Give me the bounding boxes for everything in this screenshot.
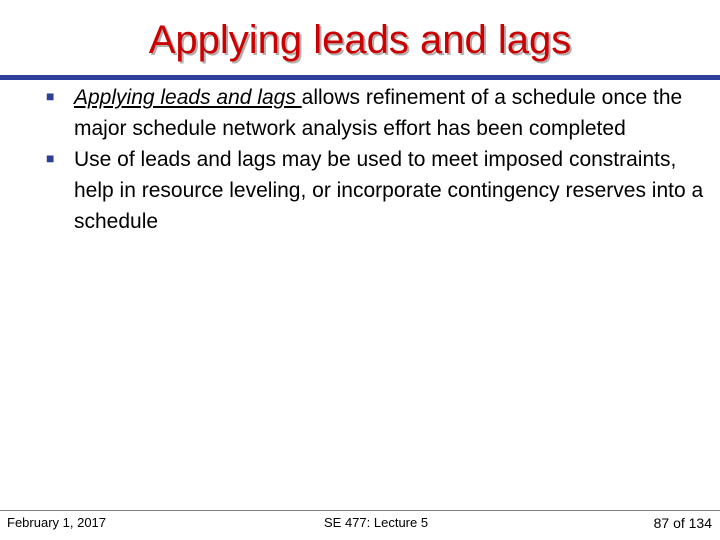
footer-divider: [0, 510, 720, 511]
footer-date: February 1, 2017: [7, 515, 107, 530]
bullet-item: [46, 144, 706, 237]
bullet-list: [46, 82, 706, 237]
bullet-emphasis: Applying leads and lags: [74, 86, 302, 109]
footer-course-label: SE 477: Lecture 5: [324, 515, 429, 530]
bullet-item: [46, 82, 706, 144]
footer-page-number: 87 of 134: [653, 515, 712, 531]
square-bullet-icon: ■: [46, 88, 55, 104]
bullet-text: Use of leads and lags may be used to meet imposed constraints, help in resource leveling, or incorporate contingency reserves into a schedule: [74, 148, 704, 233]
title-underline-rule: [0, 75, 720, 80]
square-bullet-icon: ■: [46, 150, 55, 166]
bullet-text: allows refinement of a schedule once the major schedule network analysis effort has been completed: [74, 86, 683, 140]
slide-title: Applying leads and lags: [148, 18, 572, 62]
